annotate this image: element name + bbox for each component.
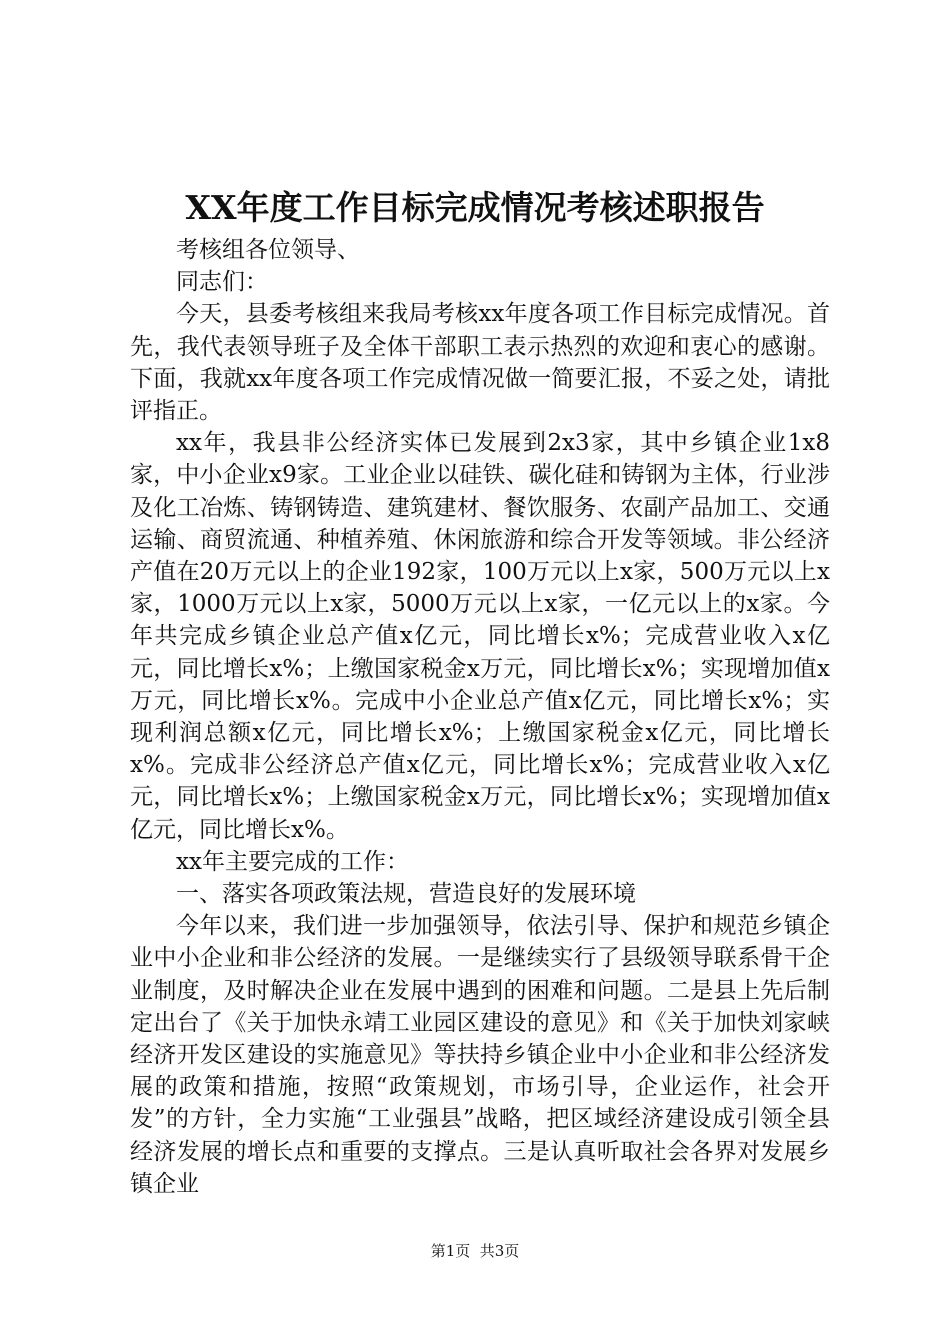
page-title: XX年度工作目标完成情况考核述职报告: [185, 188, 765, 227]
greeting-line: 同志们：: [176, 269, 268, 296]
body-paragraph: xx年，我县非公经济实体已发展到2x3家，其中乡镇企业1x8家，中小企业x9家。工业企业以硅铁、碳化硅和铸钢为主体，行业涉及化工冶炼、铸钢铸造、建筑建材、餐饮服务、农副产品加工、交通运输、商贸流通、种植养殖、休闲旅游和综合开发等领域。非公经济产值在20万元以上的企业192家，100万元以上x家，500万元以上x家，1000万元以上x家，5000万元以上x家，一亿元以上的x家。今年共完成乡镇企业总产值x亿元，同比增长x%；完成营业收入x亿元，同比增长x%；上缴国家税金x万元，同比增长x%；实现增加值x万元，同比增长x%。完成中小企业总产值x亿元，同比增长x%；实现利润总额x亿元，同比增长x%；上缴国家税金x亿元，同比增长x%。完成非公经济总产值x亿元，同比增长x%；完成营业收入x亿元，同比增长x%；上缴国家税金x万元，同比增长x%；实现增加值x亿元，同比增长x%。: [130, 430, 830, 843]
section-heading: 一、落实各项政策法规，营造良好的发展环境: [176, 881, 636, 908]
body-paragraph: 今年以来，我们进一步加强领导，依法引导、保护和规范乡镇企业中小企业和非公经济的发展。一是继续实行了县级领导联系骨干企业制度，及时解决企业在发展中遇到的困难和问题。二是县上先后制定出台了《关于加快永靖工业园区建设的意见》和《关于加快刘家峡经济开发区建设的实施意见》等扶持乡镇企业中小企业和非公经济发展的政策和措施，按照“政策规划，市场引导，企业运作，社会开发”的方针，全力实施“工业强县”战略，把区域经济建设成引领全县经济发展的增长点和重要的支撑点。三是认真听取社会各界对发展乡镇企业: [130, 913, 830, 1197]
page-number-footer: 第1页 共3页: [430, 1242, 520, 1260]
document-body: [130, 234, 830, 1200]
section-intro: xx年主要完成的工作：: [176, 848, 409, 875]
greeting-line: 考核组各位领导、: [176, 237, 360, 263]
body-paragraph: 今天，县委考核组来我局考核xx年度各项工作目标完成情况。首先，我代表领导班子及全体干部职工表示热烈的欢迎和衷心的感谢。下面，我就xx年度各项工作完成情况做一简要汇报，不妥之处，请批评指正。: [130, 301, 830, 425]
